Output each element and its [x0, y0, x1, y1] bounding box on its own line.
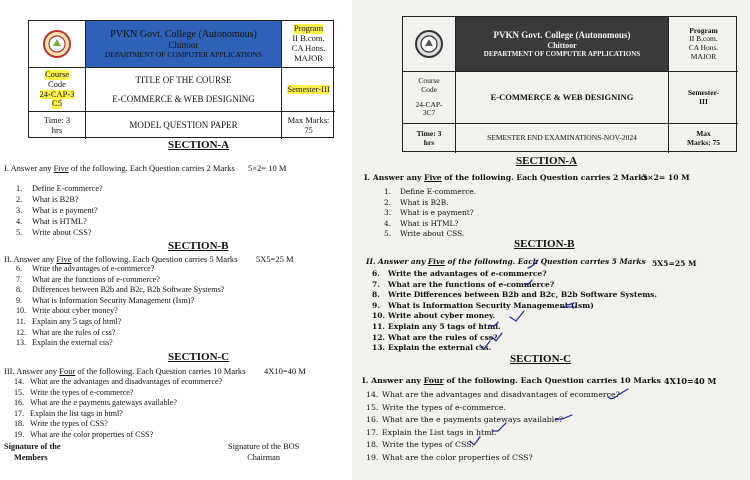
- question-number: 2.: [384, 197, 392, 207]
- question-text: What is e payment?: [32, 206, 98, 215]
- pen-tick-icon: [556, 415, 572, 419]
- college-name: PVKN Govt. College (Autonomous): [493, 30, 631, 41]
- question-text: What is B2B.: [400, 197, 449, 207]
- college-banner: [85, 21, 281, 67]
- question-number: 17.: [14, 408, 25, 418]
- question-item: [14, 430, 153, 439]
- question-text: Write the types of CSS.: [382, 440, 474, 449]
- time-unit: hrs: [51, 124, 63, 135]
- course-code-value: 3C7: [422, 108, 436, 118]
- time-unit: hrs: [423, 137, 435, 147]
- pen-tick-icon: [524, 280, 532, 285]
- course-title: E-COMMERCE & WEB DESIGNING: [112, 93, 255, 104]
- question-number: 3.: [16, 206, 23, 215]
- question-number: 8.: [16, 285, 23, 295]
- instruction-text: of the following. Each Question carries 2 Marks: [68, 163, 235, 173]
- instruction-text: of the following. Each Question carries 2 Marks: [441, 173, 648, 182]
- time-label: Time: 3: [416, 128, 442, 138]
- program-line: CA Hons.: [688, 43, 719, 52]
- max-marks-value: 75: [304, 124, 313, 135]
- question-text: What is Information Security Management (Ism)?: [32, 295, 195, 305]
- question-text: What are the functions of e-commerce?: [32, 274, 160, 284]
- question-text: What is e payment?: [400, 208, 474, 217]
- question-number: 1.: [16, 184, 23, 193]
- pen-tick-icon: [562, 303, 576, 307]
- question-text: What are the color properties of CSS?: [30, 430, 154, 439]
- question-text: Write about CSS?: [32, 228, 92, 237]
- exam-name: SEMESTER END EXAMINATIONS-NOV-2024: [487, 133, 637, 143]
- header-table: [28, 20, 334, 138]
- program-cell: [281, 21, 335, 67]
- section-c-heading: SECTION-C: [510, 353, 572, 365]
- question-item: [16, 285, 224, 294]
- program-label: Program: [689, 25, 718, 35]
- question-number: 10.: [16, 306, 27, 316]
- question-item: [14, 419, 108, 428]
- section-a-heading: SECTION-A: [168, 139, 230, 151]
- pen-tick-icon: [480, 341, 490, 349]
- question-number: 14.: [14, 377, 25, 386]
- question-text: What are the e payments gateways available?: [382, 415, 563, 424]
- instruction-text: II. Answer any: [4, 254, 57, 264]
- instruction-count: Four: [59, 366, 76, 376]
- department-name: DEPARTMENT OF COMPUTER APPLICATIONS: [483, 49, 641, 58]
- paper-type: MODEL QUESTION PAPER: [129, 120, 238, 131]
- pen-tick-icon: [510, 311, 524, 321]
- question-text: What are the advantages and disadvantages of ecommerce?: [30, 377, 223, 386]
- question-item: [16, 306, 118, 315]
- signature-members: [4, 441, 61, 463]
- program-line: MAJOR: [294, 52, 323, 63]
- program-line: CA Hons.: [291, 43, 326, 53]
- max-marks-label: Max: [696, 128, 711, 138]
- course-code-label: Code: [421, 84, 437, 94]
- question-text: Write the advantages of e-commerce?: [388, 269, 547, 278]
- section-c-heading: SECTION-C: [168, 351, 230, 363]
- section-b-heading: SECTION-B: [514, 238, 575, 250]
- question-item: [16, 264, 154, 273]
- question-text: Explain any 5 tags of html.: [388, 322, 501, 331]
- question-text: Write about CSS.: [400, 229, 465, 238]
- section-a-heading: SECTION-A: [516, 155, 578, 167]
- instruction-count: Five: [427, 257, 445, 266]
- section-a-marks: 5×2= 10 M: [642, 173, 690, 182]
- instruction-text: I. Answer any: [4, 163, 54, 173]
- question-number: 4.: [384, 218, 392, 228]
- section-a-instruction: [4, 163, 235, 173]
- question-item: [16, 296, 194, 305]
- question-number: 18.: [14, 419, 25, 429]
- instruction-text: of the following. Each Question carries 10 Marks: [75, 366, 246, 376]
- program-label: Program: [293, 23, 324, 34]
- question-number: 15.: [366, 402, 379, 412]
- question-number: 2.: [16, 195, 23, 204]
- program-line: II B.com.: [689, 34, 718, 44]
- semester: Semester-III: [287, 83, 330, 94]
- course-code-label: Course: [44, 68, 70, 79]
- section-b-heading: SECTION-B: [168, 240, 229, 252]
- question-text: What are the color properties of CSS?: [382, 452, 533, 462]
- question-number: 19.: [366, 452, 379, 462]
- question-text: Explain the external css?: [32, 338, 113, 348]
- question-number: 6.: [372, 269, 380, 278]
- college-logo: [29, 21, 85, 67]
- college-emblem-icon: [42, 29, 72, 59]
- section-c-instruction: [4, 366, 246, 376]
- pen-tick-icon: [470, 437, 480, 445]
- question-text: Differences between B2b and B2c, B2b Software Systems?: [32, 285, 225, 295]
- question-text: Write the advantages of e-commerce?: [32, 264, 155, 273]
- question-item: [16, 275, 160, 284]
- semester-end-exam-paper: [352, 0, 750, 480]
- instruction-text: I. Answer any: [362, 376, 424, 385]
- question-item: [14, 388, 134, 397]
- signature-label: Signature of the: [4, 442, 61, 451]
- question-text: What are the functions of e-commerce?: [388, 279, 555, 289]
- time-label: Time: 3: [43, 114, 71, 125]
- section-b-instruction: [4, 254, 237, 264]
- instruction-text: of the following. Each Question carries 5 Marks: [71, 254, 238, 264]
- course-code-cell: [29, 67, 85, 111]
- question-number: 7.: [372, 279, 380, 289]
- section-c-marks: 4X10=40 M: [664, 376, 717, 386]
- model-question-paper: [0, 0, 352, 480]
- course-code-value: C5: [52, 98, 62, 109]
- question-text: Explain the List tags in html.: [382, 427, 497, 437]
- question-text: Write Differences between B2b and B2c, B2b Software Systems.: [388, 290, 658, 300]
- question-text: Explain any 5 tags of html?: [32, 317, 122, 326]
- instruction-count: Five: [424, 173, 442, 182]
- program-line: II B.com.: [292, 33, 325, 44]
- question-text: Write about cyber money.: [388, 311, 496, 321]
- course-code-label: Course: [418, 76, 440, 86]
- college-name: PVKN Govt. College (Autonomous): [110, 28, 257, 40]
- question-text: What are the advantages and disadvantages of ecommerce?: [382, 390, 620, 399]
- question-number: 12.: [16, 327, 27, 337]
- college-city: Chittoor: [168, 40, 199, 51]
- semester-cell: [281, 67, 335, 111]
- department-name: DEPARTMENT OF COMPUTER APPLICATIONS: [104, 49, 263, 59]
- max-marks-cell: [281, 111, 335, 139]
- semester: Semester-: [687, 87, 720, 97]
- question-number: 16.: [14, 398, 25, 408]
- question-item: [16, 328, 115, 337]
- question-text: What is Information Security Management (Ism): [388, 300, 594, 310]
- signature-label: Members: [14, 453, 48, 463]
- question-number: 7.: [16, 274, 23, 284]
- course-title-label: TITLE OF THE COURSE: [135, 75, 232, 86]
- question-number: 14.: [366, 390, 379, 399]
- question-item: [16, 184, 103, 193]
- question-text: What is HTML?: [32, 217, 87, 226]
- question-item: [14, 409, 123, 418]
- question-number: 3.: [384, 208, 392, 217]
- time-cell: [29, 111, 85, 139]
- signature-chairman: [228, 441, 299, 463]
- paper-type-cell: [85, 111, 281, 139]
- question-text: What are the e payments gateways available?: [30, 398, 177, 408]
- max-marks-label: Max Marks:: [287, 114, 330, 125]
- question-item: [16, 195, 79, 204]
- question-number: 1.: [384, 187, 392, 196]
- course-title-cell: [85, 67, 281, 111]
- question-number: 15.: [14, 387, 25, 397]
- question-number: 5.: [16, 228, 23, 237]
- question-number: 6.: [16, 264, 23, 273]
- max-marks-value: Marks: 75: [686, 137, 721, 147]
- question-number: 19.: [14, 430, 25, 439]
- question-text: Define E-commerce.: [400, 187, 477, 196]
- program-line: MAJOR: [690, 51, 717, 61]
- question-number: 8.: [372, 290, 380, 300]
- question-number: 18.: [366, 440, 379, 449]
- section-a-marks: 5×2= 10 M: [248, 163, 287, 173]
- question-item: [14, 377, 222, 386]
- pen-tick-icon: [528, 260, 538, 268]
- question-number: 11.: [372, 322, 386, 331]
- question-item: [16, 317, 121, 326]
- question-text: Explain the external css.: [388, 343, 492, 353]
- question-number: 10.: [372, 311, 386, 321]
- pen-tick-marks: [352, 0, 750, 480]
- question-number: 16.: [366, 415, 379, 424]
- course-code-label: Code: [48, 78, 66, 89]
- question-text: What are the rules of css?: [388, 332, 498, 342]
- question-number: 13.: [16, 338, 27, 348]
- question-number: 4.: [16, 217, 23, 226]
- section-b-marks: 5X5=25 M: [256, 254, 294, 264]
- question-number: 9.: [16, 295, 23, 305]
- college-city: Chittoor: [547, 40, 577, 50]
- question-text: Define E-commerce?: [32, 184, 103, 193]
- pen-tick-icon: [492, 423, 506, 431]
- semester: III: [699, 96, 708, 106]
- section-c-marks: 4X10=40 M: [264, 366, 306, 376]
- instruction-count: Five: [53, 163, 69, 173]
- question-number: 5.: [384, 229, 392, 238]
- question-text: Write the types of e-commerce.: [382, 402, 506, 412]
- signature-label: Chairman: [247, 453, 280, 463]
- question-item: [16, 217, 87, 226]
- instruction-text: of the following. Each Question carries 5 Marks: [444, 257, 646, 266]
- instruction-text: II. Answer any: [366, 257, 428, 266]
- instruction-text: of the following. Each Question carries 10 Marks: [443, 376, 661, 385]
- pen-tick-icon: [492, 333, 502, 341]
- pen-tick-icon: [608, 389, 628, 399]
- question-item: [16, 206, 98, 215]
- question-text: Write the types of CSS?: [30, 419, 108, 429]
- question-number: 17.: [366, 427, 379, 437]
- question-item: [14, 398, 177, 407]
- section-b-marks: 5X5=25 M: [652, 259, 697, 268]
- instruction-text: III. Answer any: [4, 366, 60, 376]
- instruction-count: Five: [56, 254, 72, 264]
- course-title: E-COMMERCE & WEB DESIGNING: [490, 91, 634, 102]
- question-text: What is HTML?: [400, 218, 459, 228]
- question-text: Write the types of e-commerce?: [30, 387, 134, 397]
- question-text: What are the rules of css?: [32, 327, 116, 337]
- question-item: [16, 338, 113, 347]
- question-number: 13.: [372, 343, 386, 353]
- instruction-text: I. Answer any: [364, 173, 425, 182]
- instruction-count: Four: [423, 376, 444, 385]
- course-code-value: 24-CAP-3: [39, 88, 75, 99]
- question-text: Explain the list tags in html?: [30, 408, 123, 418]
- question-number: 11.: [16, 317, 26, 326]
- signature-label: Signature of the BOS: [228, 442, 300, 451]
- question-number: 12.: [372, 332, 386, 342]
- course-code-value: 24-CAP-: [415, 99, 443, 109]
- question-text: What is B2B?: [32, 195, 79, 204]
- question-item: [16, 228, 92, 237]
- question-text: Write about cyber money?: [32, 306, 118, 316]
- pen-tick-icon: [490, 322, 498, 326]
- question-number: 9.: [372, 300, 380, 310]
